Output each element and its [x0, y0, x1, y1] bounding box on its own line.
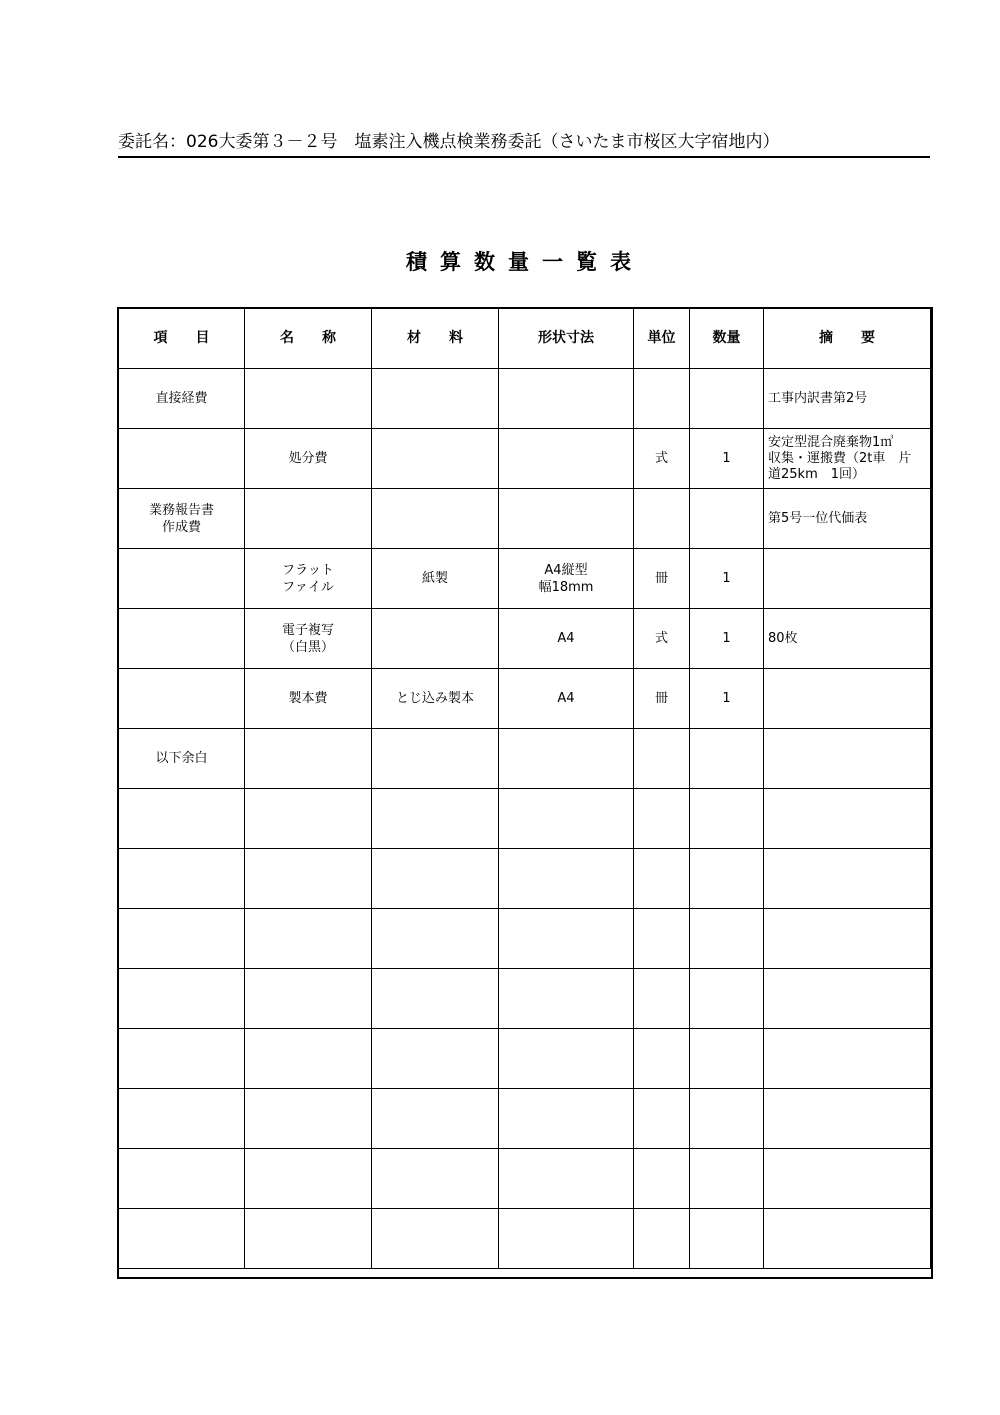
cell-item — [119, 849, 245, 909]
cell-material: とじ込み製本 — [372, 669, 499, 729]
column-header-item: 項 目 — [119, 309, 245, 369]
cell-summary: 安定型混合廃棄物1㎥ 収集・運搬費（2t車 片 道25km 1回） — [764, 429, 931, 489]
cell-quantity — [690, 1089, 764, 1149]
cell-item — [119, 669, 245, 729]
cell-name — [245, 729, 372, 789]
table-row — [119, 789, 931, 849]
cell-quantity: 1 — [690, 549, 764, 609]
cell-name — [245, 1149, 372, 1209]
cell-dimensions — [499, 1029, 634, 1089]
cell-quantity — [690, 1029, 764, 1089]
cell-dimensions — [499, 729, 634, 789]
cell-summary — [764, 1149, 931, 1209]
cell-summary: 工事内訳書第2号 — [764, 369, 931, 429]
cell-summary — [764, 969, 931, 1029]
cell-item: 直接経費 — [119, 369, 245, 429]
cell-name — [245, 1089, 372, 1149]
cell-dimensions — [499, 969, 634, 1029]
cell-item — [119, 1029, 245, 1089]
cell-item — [119, 549, 245, 609]
table-row — [119, 1149, 931, 1209]
cell-item: 以下余白 — [119, 729, 245, 789]
cell-item — [119, 969, 245, 1029]
cell-quantity — [690, 1209, 764, 1269]
column-header-unit: 単位 — [634, 309, 690, 369]
cell-material — [372, 609, 499, 669]
cell-name: 製本費 — [245, 669, 372, 729]
cell-name — [245, 969, 372, 1029]
cell-unit — [634, 1149, 690, 1209]
table-row — [119, 1029, 931, 1089]
cell-item — [119, 609, 245, 669]
cell-summary — [764, 1089, 931, 1149]
table-row — [119, 369, 931, 429]
cell-unit — [634, 1209, 690, 1269]
cell-quantity: 1 — [690, 429, 764, 489]
cell-material — [372, 429, 499, 489]
cell-material — [372, 849, 499, 909]
cell-quantity — [690, 909, 764, 969]
cell-material — [372, 909, 499, 969]
cell-name — [245, 1209, 372, 1269]
cell-summary — [764, 1209, 931, 1269]
table-row — [119, 909, 931, 969]
cell-quantity: 1 — [690, 609, 764, 669]
table-row — [119, 729, 931, 789]
table-row — [119, 429, 931, 489]
column-header-name: 名 称 — [245, 309, 372, 369]
table-row — [119, 669, 931, 729]
cell-unit: 式 — [634, 609, 690, 669]
cell-item: 業務報告書 作成費 — [119, 489, 245, 549]
cell-quantity — [690, 489, 764, 549]
column-header-summary: 摘 要 — [764, 309, 931, 369]
cell-summary — [764, 669, 931, 729]
cell-unit — [634, 729, 690, 789]
cell-material — [372, 729, 499, 789]
cell-unit — [634, 969, 690, 1029]
cell-dimensions: A4 — [499, 669, 634, 729]
column-header-material: 材 料 — [372, 309, 499, 369]
table-row — [119, 609, 931, 669]
cell-dimensions — [499, 1149, 634, 1209]
table-row — [119, 849, 931, 909]
cell-name — [245, 849, 372, 909]
cell-name: 電子複写 （白黒） — [245, 609, 372, 669]
cell-unit — [634, 369, 690, 429]
cell-unit: 冊 — [634, 669, 690, 729]
cell-summary — [764, 729, 931, 789]
table-row — [119, 969, 931, 1029]
page-title: 積算数量一覧表 — [406, 250, 644, 274]
cell-quantity — [690, 369, 764, 429]
cell-material — [372, 489, 499, 549]
contract-name-header: 委託名：026大委第３－２号 塩素注入機点検業務委託（さいたま市桜区大字宿地内） — [118, 130, 930, 158]
cell-quantity — [690, 849, 764, 909]
cell-dimensions — [499, 1209, 634, 1269]
cell-unit — [634, 909, 690, 969]
cell-material: 紙製 — [372, 549, 499, 609]
column-header-dimensions: 形状寸法 — [499, 309, 634, 369]
cell-material — [372, 1149, 499, 1209]
cell-name — [245, 789, 372, 849]
cell-quantity — [690, 729, 764, 789]
header-row — [119, 309, 931, 369]
cell-dimensions — [499, 489, 634, 549]
cell-item — [119, 789, 245, 849]
cell-summary — [764, 849, 931, 909]
cell-unit — [634, 489, 690, 549]
column-header-quantity: 数量 — [690, 309, 764, 369]
table-row — [119, 489, 931, 549]
cell-unit — [634, 1029, 690, 1089]
cell-name: フラット ファイル — [245, 549, 372, 609]
cell-summary: 第5号一位代価表 — [764, 489, 931, 549]
cell-unit — [634, 789, 690, 849]
cell-quantity — [690, 789, 764, 849]
table-row — [119, 549, 931, 609]
cell-item — [119, 909, 245, 969]
cell-dimensions: A4 — [499, 609, 634, 669]
cell-name: 処分費 — [245, 429, 372, 489]
cell-unit — [634, 849, 690, 909]
table-row — [119, 1209, 931, 1269]
cell-material — [372, 1089, 499, 1149]
cell-dimensions: A4縦型 幅18mm — [499, 549, 634, 609]
cell-summary: 80枚 — [764, 609, 931, 669]
cell-summary — [764, 1029, 931, 1089]
cell-dimensions — [499, 849, 634, 909]
cell-item — [119, 1149, 245, 1209]
cell-summary — [764, 549, 931, 609]
cell-material — [372, 369, 499, 429]
cell-name — [245, 1029, 372, 1089]
cell-unit: 冊 — [634, 549, 690, 609]
table-row — [119, 1089, 931, 1149]
cell-unit: 式 — [634, 429, 690, 489]
cell-dimensions — [499, 789, 634, 849]
cell-quantity — [690, 969, 764, 1029]
cell-unit — [634, 1089, 690, 1149]
cell-dimensions — [499, 1089, 634, 1149]
cell-dimensions — [499, 369, 634, 429]
cell-summary — [764, 909, 931, 969]
quantity-table — [118, 308, 931, 1269]
cell-quantity: 1 — [690, 669, 764, 729]
cell-item — [119, 1089, 245, 1149]
cell-name — [245, 489, 372, 549]
cell-material — [372, 969, 499, 1029]
cell-summary — [764, 789, 931, 849]
cell-dimensions — [499, 429, 634, 489]
cell-name — [245, 369, 372, 429]
cell-item — [119, 429, 245, 489]
cell-item — [119, 1209, 245, 1269]
cell-quantity — [690, 1149, 764, 1209]
cell-material — [372, 1209, 499, 1269]
cell-material — [372, 1029, 499, 1089]
cell-material — [372, 789, 499, 849]
cell-dimensions — [499, 909, 634, 969]
cell-name — [245, 909, 372, 969]
